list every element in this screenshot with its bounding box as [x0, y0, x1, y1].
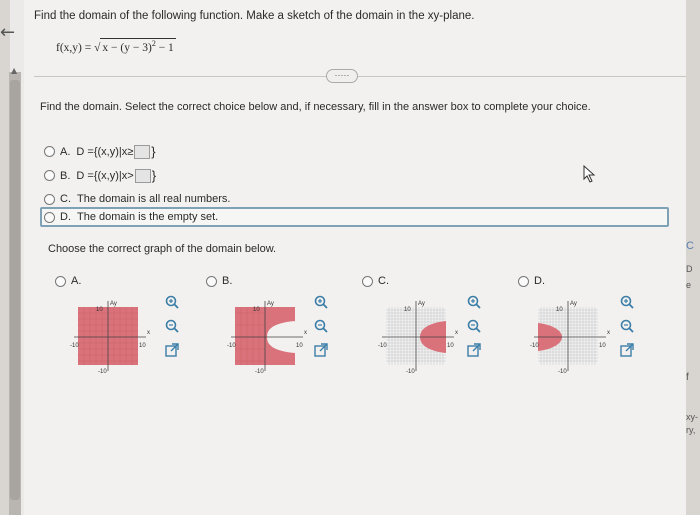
radio-d[interactable] [44, 212, 55, 223]
function-tail: − 1 [155, 41, 174, 54]
graph-radio-b[interactable] [206, 276, 217, 287]
option-prefix: D = [76, 145, 94, 158]
zoom-in-icon[interactable] [466, 294, 482, 310]
tick-label: -10 [378, 343, 387, 349]
radio-c[interactable] [44, 194, 55, 205]
x-axis-label: x [607, 330, 610, 336]
edge-fragment: xy- [686, 412, 698, 422]
back-arrow-icon[interactable]: ← [0, 22, 16, 43]
tick-label: 10 [447, 343, 454, 349]
edge-fragment: C [686, 240, 694, 252]
set-open: {(x,y)|x> [93, 169, 134, 182]
edge-fragment: ry, [686, 425, 696, 435]
zoom-in-icon[interactable] [619, 294, 635, 310]
zoom-out-icon[interactable] [466, 318, 482, 334]
x-axis-label: x [304, 330, 307, 336]
section-divider [34, 76, 686, 77]
expand-button[interactable]: ····· [326, 69, 358, 83]
open-graph-icon[interactable] [164, 342, 180, 358]
y-axis-label: Ay [570, 301, 577, 307]
tick-label: -10 [530, 343, 539, 349]
edge-fragment: D [686, 264, 693, 274]
graph-prompt: Choose the correct graph of the domain below. [48, 243, 277, 255]
option-letter: D. [534, 275, 545, 287]
edge-fragment: e [686, 280, 692, 290]
set-close: } [151, 168, 157, 183]
option-prefix: D = [76, 169, 94, 182]
graph-option-b[interactable] [206, 275, 232, 287]
open-graph-icon[interactable] [313, 342, 329, 358]
y-axis-label: Ay [267, 301, 274, 307]
zoom-out-icon[interactable] [164, 318, 180, 334]
tick-label: 10 [296, 343, 303, 349]
y-axis-label: Ay [418, 301, 425, 307]
option-letter: D. [60, 211, 71, 223]
tick-label: -10 [558, 369, 567, 375]
answer-box-a[interactable] [134, 145, 150, 159]
option-text: The domain is all real numbers. [77, 193, 231, 205]
zoom-out-icon[interactable] [619, 318, 635, 334]
graph-a[interactable] [68, 293, 154, 375]
zoom-in-icon[interactable] [164, 294, 180, 310]
tick-label: -10 [406, 369, 415, 375]
graph-b[interactable] [225, 293, 311, 375]
scrollbar-thumb[interactable] [10, 80, 20, 500]
graph-d[interactable] [528, 293, 614, 375]
option-letter: A. [71, 275, 82, 287]
open-graph-icon[interactable] [619, 342, 635, 358]
domain-prompt: Find the domain. Select the correct choice below and, if necessary, fill in the answer box to complete your choice. [40, 101, 591, 113]
sqrt-icon: √ [94, 41, 101, 54]
tick-label: -10 [227, 343, 236, 349]
domain-option-a[interactable] [44, 144, 156, 159]
tick-label: 10 [96, 307, 103, 313]
graph-radio-d[interactable] [518, 276, 529, 287]
y-axis-label: Ay [110, 301, 117, 307]
right-edge-strip [686, 0, 700, 515]
answer-box-b[interactable] [135, 169, 151, 183]
zoom-in-icon[interactable] [313, 294, 329, 310]
function-lhs: f(x,y) = [56, 41, 92, 54]
radio-a[interactable] [44, 146, 55, 157]
graph-option-c[interactable] [362, 275, 389, 287]
graph-radio-c[interactable] [362, 276, 373, 287]
option-letter: B. [222, 275, 233, 287]
tick-label: -10 [255, 369, 264, 375]
zoom-out-icon[interactable] [313, 318, 329, 334]
x-axis-label: x [147, 330, 150, 336]
domain-option-c[interactable] [44, 193, 230, 205]
function-exponent: 2 [151, 39, 156, 48]
graph-c[interactable] [376, 293, 462, 375]
option-text: The domain is the empty set. [77, 211, 219, 223]
function-radicand [100, 38, 175, 54]
graph-option-a[interactable] [55, 275, 81, 287]
function-formula [56, 38, 176, 54]
tick-label: 10 [599, 343, 606, 349]
option-letter: B. [60, 169, 71, 182]
open-graph-icon[interactable] [466, 342, 482, 358]
tick-label: 10 [404, 307, 411, 313]
scroll-up-icon[interactable]: ▲ [11, 66, 18, 75]
radio-b[interactable] [44, 170, 55, 181]
graph-option-d[interactable] [518, 275, 545, 287]
set-close: } [151, 144, 156, 159]
option-letter: A. [60, 145, 71, 158]
graph-radio-a[interactable] [55, 276, 66, 287]
tick-label: 10 [253, 307, 260, 313]
radicand-text: x − (y − 3) [102, 41, 152, 54]
tick-label: 10 [556, 307, 563, 313]
set-open: {(x,y)|x≥ [93, 145, 134, 158]
tick-label: 10 [139, 343, 146, 349]
tick-label: -10 [70, 343, 79, 349]
edge-fragment: f [686, 372, 689, 383]
option-letter: C. [60, 193, 71, 205]
option-letter: C. [378, 275, 389, 287]
mouse-cursor-icon [583, 165, 597, 183]
domain-option-b[interactable] [44, 168, 156, 183]
tick-label: -10 [98, 369, 107, 375]
question-text: Find the domain of the following function. Make a sketch of the domain in the xy-plane. [34, 10, 475, 22]
domain-option-d[interactable] [44, 211, 218, 223]
x-axis-label: x [455, 330, 458, 336]
